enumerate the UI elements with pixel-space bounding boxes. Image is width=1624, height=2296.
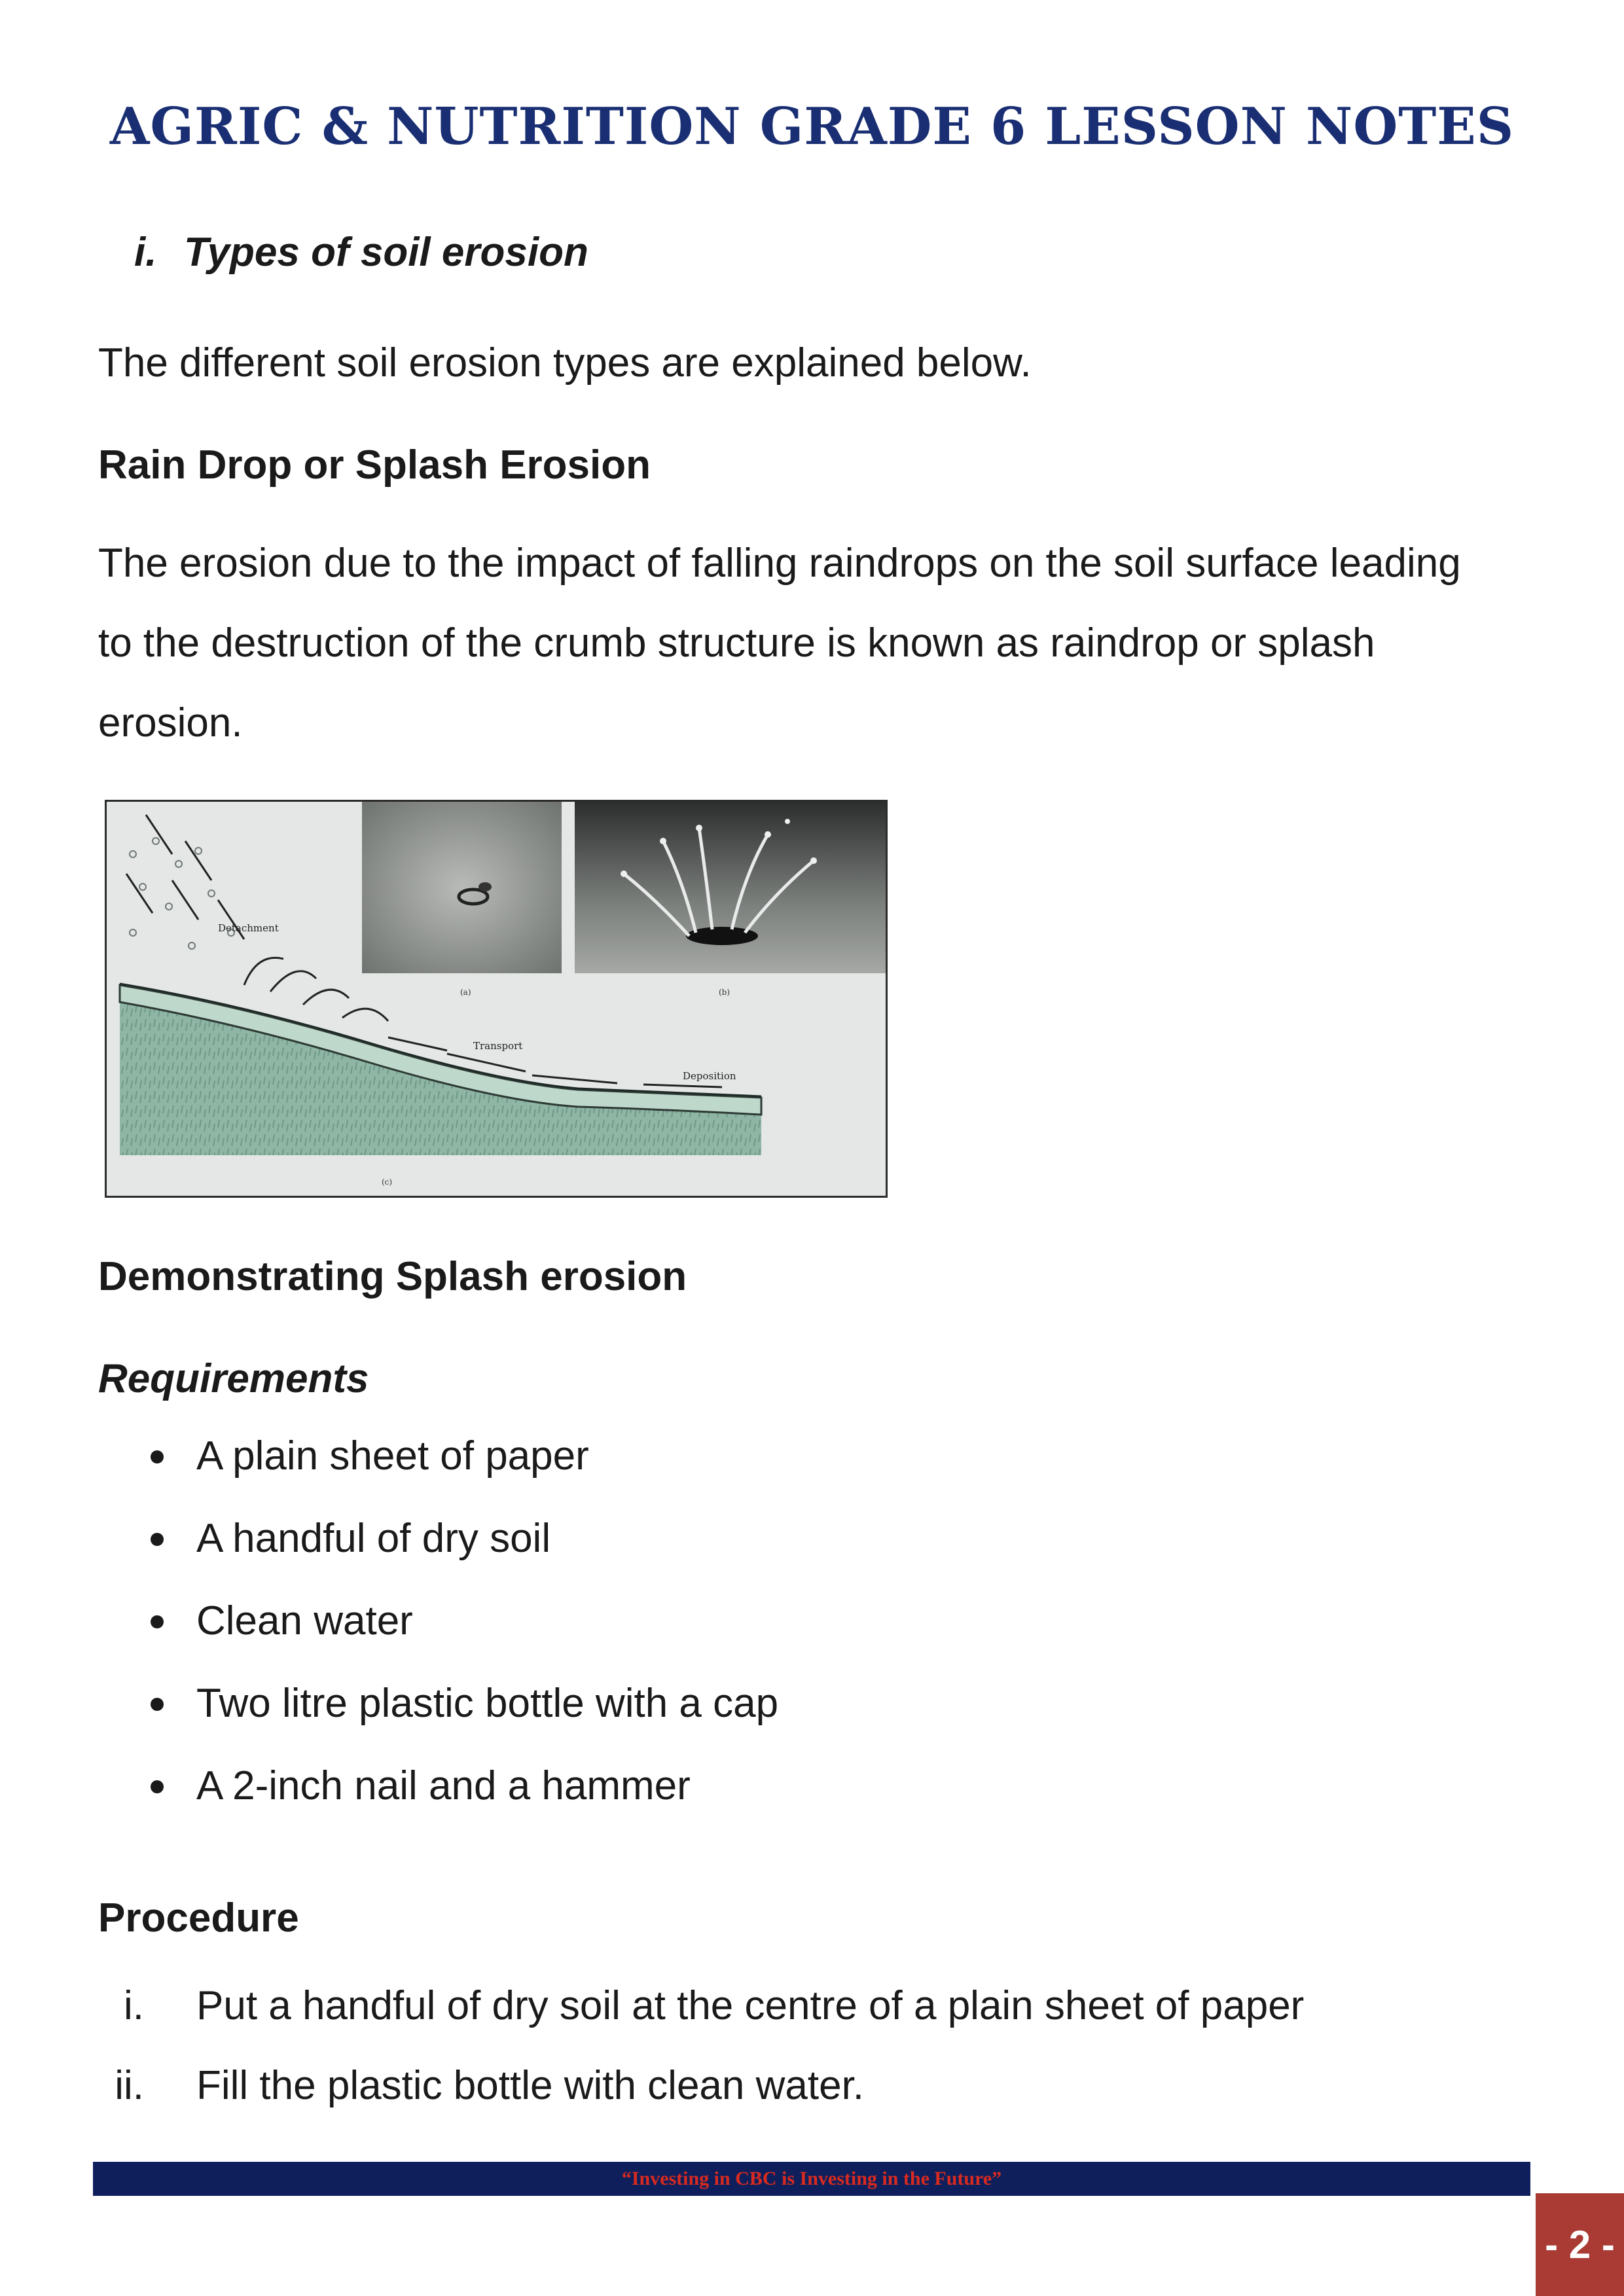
- diagram-c-label: (c): [382, 1177, 393, 1187]
- requirements-heading: Requirements: [98, 1356, 369, 1401]
- procedure-heading: Procedure: [98, 1895, 299, 1941]
- bullet-icon: [151, 1615, 164, 1628]
- footer-slogan: “Investing in CBC is Investing in the Future”: [621, 2168, 1002, 2189]
- splash-erosion-figure: [105, 800, 888, 1198]
- intro-text: The different soil erosion types are explained below.: [98, 340, 1032, 386]
- bullet-icon: [151, 1450, 164, 1463]
- page-title: AGRIC & NUTRITION GRADE 6 LESSON NOTES: [109, 97, 1515, 156]
- transport-label: Transport: [473, 1040, 523, 1052]
- splash-line: The erosion due to the impact of falling raindrops on the soil surface leading: [98, 541, 1461, 586]
- photo-a-label: (a): [460, 988, 471, 997]
- splash-line: erosion.: [98, 700, 243, 745]
- bullet-icon: [151, 1533, 164, 1546]
- splash-heading: Rain Drop or Splash Erosion: [98, 442, 651, 488]
- section-heading: [134, 229, 588, 276]
- section-title: Types of soil erosion: [184, 230, 588, 275]
- demo-heading: Demonstrating Splash erosion: [98, 1254, 687, 1299]
- photo-a: [362, 802, 562, 973]
- bullet-icon: [151, 1698, 164, 1711]
- splash-paragraph: [98, 524, 1551, 763]
- splash-erosion-diagram: [107, 802, 886, 1196]
- photo-b: [575, 802, 886, 973]
- bullet-icon: [151, 1780, 164, 1793]
- deposition-label: Deposition: [683, 1070, 736, 1082]
- page-number: - 2 -: [1536, 2193, 1624, 2296]
- detachment-label: Detachment: [218, 922, 279, 934]
- splash-line: to the destruction of the crumb structure is known as raindrop or splash: [98, 620, 1375, 666]
- section-number: i.: [134, 230, 157, 275]
- footer-bar: [93, 2162, 1530, 2196]
- photo-b-label: (b): [719, 988, 731, 997]
